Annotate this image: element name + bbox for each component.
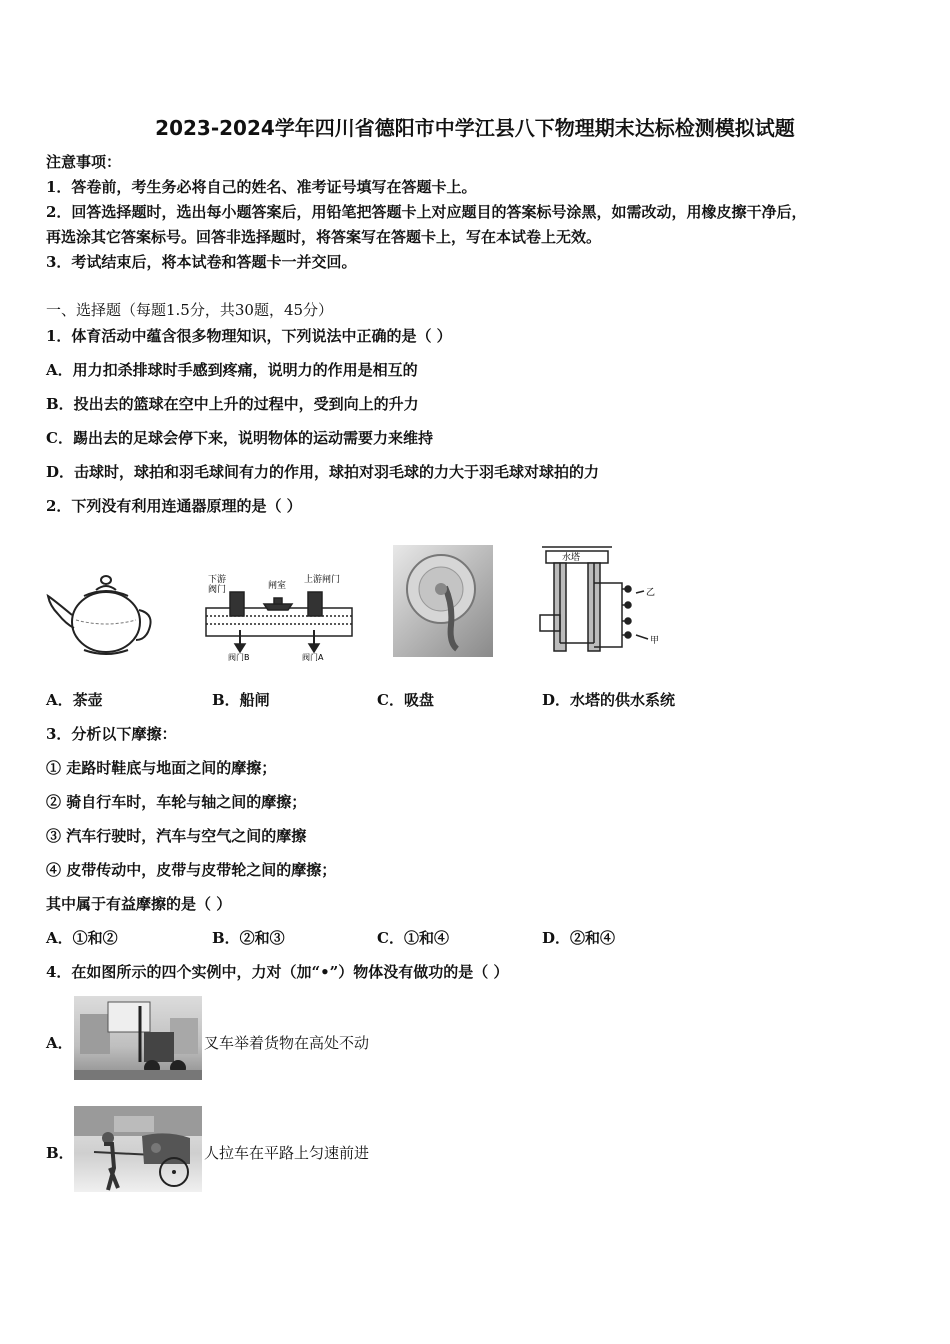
notice-item: 2．回答选择题时，选出每小题答案后，用铅笔把答题卡上对应题目的答案标号涂黑，如需改动，用橡皮擦干净后， xyxy=(46,203,807,221)
page-title: 2023-2024学年四川省德阳市中学江县八下物理期末达标检测模拟试题 xyxy=(155,116,795,140)
q2-option-a: A．茶壶 xyxy=(46,691,103,709)
q3-option-a: A．①和② xyxy=(46,929,118,947)
q4-option-b-letter: B． xyxy=(46,1144,74,1162)
water-tower-figure xyxy=(538,543,668,655)
q3-item: ④ 皮带传动中，皮带与皮带轮之间的摩擦； xyxy=(46,861,337,879)
tower-label-jia: 甲 xyxy=(650,636,660,646)
q3-ask: 其中属于有益摩擦的是（ ） xyxy=(46,895,232,913)
notice-item: 再选涂其它答案标号。回答非选择题时，将答案写在答题卡上，写在本试卷上无效。 xyxy=(46,228,602,246)
q2-option-c: C．吸盘 xyxy=(377,691,434,709)
ship-lock-figure xyxy=(204,570,354,662)
notice-item: 3．考试结束后，将本试卷和答题卡一并交回。 xyxy=(46,253,357,271)
q3-item: ② 骑自行车时，车轮与轴之间的摩擦； xyxy=(46,793,307,811)
tower-label-tank: 水塔 xyxy=(562,553,581,563)
lock-label-valve-b: 阀门B xyxy=(228,653,250,662)
lock-label-chamber: 闸室 xyxy=(268,581,287,591)
q3-option-b: B．②和③ xyxy=(212,929,285,947)
tower-label-yi: 乙 xyxy=(646,588,656,598)
q4-option-b-text: 人拉车在平路上匀速前进 xyxy=(204,1144,370,1162)
lock-label-valve-a: 阀门A xyxy=(302,653,324,662)
q1-option-d: D．击球时，球拍和羽毛球间有力的作用，球拍对羽毛球的力大于羽毛球对球拍的力 xyxy=(46,463,600,481)
section-heading: 一、选择题（每题1.5分，共30题，45分） xyxy=(46,301,334,319)
q1-option-b: B．投出去的篮球在空中上升的过程中，受到向上的升力 xyxy=(46,395,419,413)
q4-option-a-letter: A． xyxy=(46,1034,73,1052)
notice-item: 1．答卷前，考生务必将自己的姓名、准考证号填写在答题卡上。 xyxy=(46,178,477,196)
q2-stem: 2．下列没有利用连通器原理的是（ ） xyxy=(46,497,302,515)
q4-stem: 4．在如图所示的四个实例中，力对（加“•”）物体没有做功的是（ ） xyxy=(46,963,509,981)
q3-item: ① 走路时鞋底与地面之间的摩擦； xyxy=(46,759,277,777)
notice-heading: 注意事项： xyxy=(46,153,122,171)
teapot-figure xyxy=(44,570,156,660)
q3-stem: 3．分析以下摩擦： xyxy=(46,725,177,743)
q2-option-d: D．水塔的供水系统 xyxy=(542,691,676,709)
q3-option-c: C．①和④ xyxy=(377,929,449,947)
rickshaw-photo xyxy=(74,1106,202,1192)
q1-option-c: C．踢出去的足球会停下来，说明物体的运动需要力来维持 xyxy=(46,429,433,447)
suction-cup-photo xyxy=(393,545,493,657)
q1-option-a: A．用力扣杀排球时手感到疼痛，说明力的作用是相互的 xyxy=(46,361,418,379)
lock-label-up: 上游闸门 xyxy=(304,575,341,585)
q2-option-b: B．船闸 xyxy=(212,691,270,709)
q4-option-a-text: 叉车举着货物在高处不动 xyxy=(204,1034,370,1052)
forklift-photo xyxy=(74,996,202,1080)
q1-stem: 1．体育活动中蕴含很多物理知识，下列说法中正确的是（ ） xyxy=(46,327,452,345)
lock-label-down2: 阀门 xyxy=(208,585,227,595)
lock-label-down: 下游 xyxy=(208,575,227,585)
q3-option-d: D．②和④ xyxy=(542,929,616,947)
q3-item: ③ 汽车行驶时，汽车与空气之间的摩擦 xyxy=(46,827,307,845)
